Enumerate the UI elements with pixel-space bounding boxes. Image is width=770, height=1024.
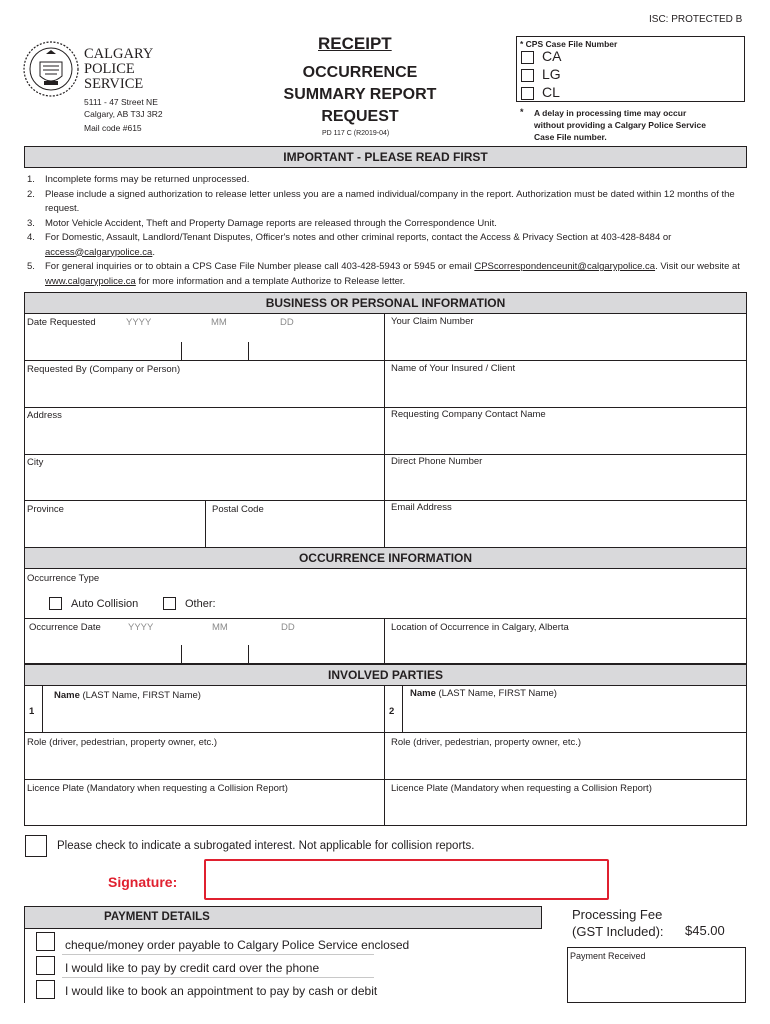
location-field[interactable]: [390, 638, 740, 660]
phone-field[interactable]: [390, 472, 740, 496]
correspondence-email-link[interactable]: CPScorrespondenceunit@calgarypolice.ca: [474, 261, 656, 272]
postal-code-label: Postal Code: [212, 504, 264, 515]
claim-number-label: Your Claim Number: [391, 316, 474, 327]
party-2-role-label: Role (driver, pedestrian, property owner, etc.): [391, 737, 582, 748]
business-heading: BUSINESS OR PERSONAL INFORMATION: [24, 292, 747, 314]
contact-name-label: Requesting Company Contact Name: [391, 409, 546, 420]
occ-yyyy-placeholder: YYYY: [128, 622, 154, 633]
divider: [384, 685, 385, 826]
party-1-plate-field[interactable]: [27, 798, 377, 822]
party-2-plate-label: Licence Plate (Mandatory when requesting a Collision Report): [391, 783, 652, 794]
receipt-title: RECEIPT: [318, 34, 392, 53]
divider: [24, 407, 747, 408]
payment-cheque-label: cheque/money order payable to Calgary Police Service enclosed: [65, 938, 410, 952]
divider: [42, 685, 43, 732]
occurrence-heading: OCCURRENCE INFORMATION: [24, 547, 747, 569]
location-label: Location of Occurrence in Calgary, Alberta: [391, 622, 569, 633]
access-email-link[interactable]: access@calgarypolice.ca: [45, 246, 153, 258]
email-field[interactable]: [390, 520, 740, 544]
delay-note: A delay in processing time may occur without providing a Calgary Police Service Case File number.: [534, 108, 706, 142]
auto-collision-checkbox[interactable]: [49, 597, 62, 610]
payment-cash-checkbox[interactable]: [36, 980, 55, 999]
address-label: Address: [27, 410, 62, 421]
signature-label: Signature:: [108, 874, 178, 890]
divider: [384, 313, 385, 548]
auto-collision-label: Auto Collision: [71, 598, 139, 610]
occurrence-date-label: Occurrence Date: [29, 622, 101, 633]
occurrence-type-label: Occurrence Type: [27, 573, 100, 584]
signature-field[interactable]: [204, 859, 609, 900]
case-lg-label: LG: [542, 66, 561, 82]
divider: [384, 618, 385, 664]
mail-code: Mail code #615: [84, 123, 142, 133]
payment-credit-label: I would like to pay by credit card over the phone: [65, 961, 320, 975]
case-file-label: * CPS Case File Number: [520, 39, 618, 49]
subrogated-label: Please check to indicate a subrogated interest. Not applicable for collision reports.: [57, 840, 475, 852]
payment-cash-label: I would like to book an appointment to pay by cash or debit: [65, 984, 378, 998]
other-field[interactable]: [222, 596, 737, 614]
case-ca-checkbox[interactable]: [521, 51, 534, 64]
delay-star: *: [520, 107, 524, 117]
divider: [62, 977, 374, 978]
fee-label: Processing Fee (GST Included):: [572, 907, 664, 939]
province-field[interactable]: [27, 520, 199, 544]
case-lg-checkbox[interactable]: [521, 69, 534, 82]
other-checkbox[interactable]: [163, 597, 176, 610]
payment-heading-bar: [24, 906, 542, 929]
date-yyyy-placeholder: YYYY: [126, 317, 152, 328]
divider: [24, 779, 747, 780]
classification-label: ISC: PROTECTED B: [649, 14, 743, 25]
requested-by-field[interactable]: [27, 380, 377, 404]
insured-label: Name of Your Insured / Client: [391, 363, 516, 374]
phone-label: Direct Phone Number: [391, 456, 483, 467]
cps-crest-logo: [22, 40, 80, 98]
divider: [205, 500, 206, 548]
subrogated-checkbox[interactable]: [25, 835, 47, 857]
party-1-name-field[interactable]: [48, 705, 378, 729]
website-link[interactable]: www.calgarypolice.ca: [45, 275, 136, 287]
party-2-number: 2: [389, 706, 395, 717]
party-2-name-field[interactable]: [408, 705, 740, 729]
party-1-number: 1: [29, 706, 35, 717]
province-label: Province: [27, 504, 64, 515]
payment-heading: PAYMENT DETAILS: [104, 911, 210, 923]
divider: [24, 500, 747, 501]
address-field[interactable]: [27, 426, 377, 450]
date-mm-placeholder: MM: [211, 317, 227, 328]
party-1-name-label: Name (LAST Name, FIRST Name): [54, 690, 201, 701]
insured-field[interactable]: [390, 380, 740, 404]
divider: [24, 618, 747, 619]
form-title: OCCURRENCE SUMMARY REPORT REQUEST: [283, 64, 437, 125]
fee-amount: $45.00: [685, 923, 725, 938]
case-cl-label: CL: [542, 84, 560, 100]
org-address: 5111 - 47 Street NE Calgary, AB T3J 3R2: [84, 97, 163, 119]
case-cl-checkbox[interactable]: [521, 87, 534, 100]
email-label: Email Address: [391, 502, 452, 513]
divider: [402, 685, 403, 732]
list-item: 5. For general inquiries or to obtain a CPS Case File Number please call 403-428-5943 or 5945 or email CPScorrespondenceunit@calgarypolice.ca. Visit our website at www.calgarypolice.ca for more information and a template Authorize to Release letter.: [27, 261, 740, 287]
party-1-role-field[interactable]: [27, 752, 377, 776]
contact-name-field[interactable]: [390, 426, 740, 450]
payment-received-label: Payment Received: [570, 951, 646, 961]
party-1-plate-label: Licence Plate (Mandatory when requesting a Collision Report): [27, 783, 288, 794]
occ-dd-placeholder: DD: [281, 622, 295, 633]
party-2-role-field[interactable]: [390, 752, 740, 776]
divider: [62, 954, 374, 955]
list-item: 1. Incomplete forms may be returned unprocessed.: [27, 174, 250, 185]
occ-mm-placeholder: MM: [212, 622, 228, 633]
city-field[interactable]: [27, 472, 377, 496]
parties-heading: INVOLVED PARTIES: [24, 664, 747, 686]
list-item: 4. For Domestic, Assault, Landlord/Tenant Disputes, Officer's notes and other criminal reports, contact the Access & Privacy Section at 403-428-8484 or access@calgarypolice.ca.: [27, 232, 672, 258]
requested-by-label: Requested By (Company or Person): [27, 364, 181, 375]
payment-cheque-checkbox[interactable]: [36, 932, 55, 951]
case-ca-label: CA: [542, 48, 562, 64]
party-2-plate-field[interactable]: [390, 798, 740, 822]
list-item: 2. Please include a signed authorization to release letter unless you are a named individual/company in the report. Authorization must be dated within 12 months of the request.: [27, 188, 735, 214]
important-heading: IMPORTANT - PLEASE READ FIRST: [24, 146, 747, 168]
date-requested-label: Date Requested: [27, 317, 96, 328]
postal-code-field[interactable]: [210, 520, 378, 544]
org-name: CALGARY POLICE SERVICE: [84, 46, 154, 92]
divider: [24, 454, 747, 455]
important-list: [27, 173, 741, 289]
occurrence-date-field[interactable]: [27, 638, 377, 660]
divider: [24, 732, 747, 733]
date-requested-field[interactable]: [27, 334, 377, 356]
divider: [24, 360, 747, 361]
payment-credit-checkbox[interactable]: [36, 956, 55, 975]
party-2-name-label: Name (LAST Name, FIRST Name): [410, 688, 557, 699]
city-label: City: [27, 457, 44, 468]
party-1-role-label: Role (driver, pedestrian, property owner, etc.): [27, 737, 218, 748]
date-dd-placeholder: DD: [280, 317, 294, 328]
claim-number-field[interactable]: [390, 332, 740, 356]
form-code: PD 117 C (R2019-04): [322, 130, 390, 137]
other-label: Other:: [185, 598, 216, 610]
list-item: 3. Motor Vehicle Accident, Theft and Property Damage reports are released through the Correspondence Unit.: [27, 217, 497, 229]
divider: [24, 929, 25, 1003]
